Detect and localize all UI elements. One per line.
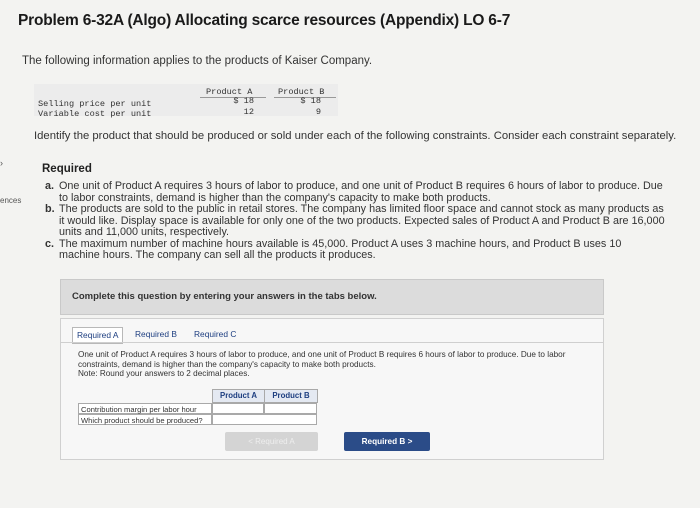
answer-col-product-b: Product B — [264, 389, 318, 403]
page-title: Problem 6-32A (Algo) Allocating scarce resources (Appendix) LO 6-7 — [18, 12, 511, 29]
tab-required-b[interactable]: Required B — [135, 329, 177, 339]
which-product-select[interactable] — [212, 414, 317, 425]
requirement-a — [45, 181, 665, 204]
requirement-a-letter: a. — [45, 180, 55, 192]
product-b-header: Product B — [278, 87, 325, 97]
instruction-banner — [60, 279, 604, 315]
tab-required-a[interactable]: Required A — [72, 327, 123, 344]
requirement-c-text: The maximum number of machine hours available is 45,000. Product A uses 3 machine hours, and Product B uses 10 machine hours. The company can sell all the products it produces. — [59, 237, 622, 261]
requirement-b-letter: b. — [45, 203, 55, 215]
next-required-button[interactable]: Required B > — [344, 432, 430, 451]
left-edge-fragment-2: ences — [0, 196, 22, 205]
tab-required-c[interactable]: Required C — [194, 329, 237, 339]
requirement-b-text: The products are sold to the public in retail stores. The company has limited floor space and cannot stock as many products as it would like. Display space is available for only one of the two products. Expected sales of Product A and Product B are 16,000 units and 11,000 units, respectively. — [59, 203, 665, 238]
requirements-list — [45, 181, 665, 262]
product-a-header: Product A — [206, 87, 253, 97]
product-b-selling-price: $ 18 — [300, 96, 321, 106]
answer-row-label-which-product: Which product should be produced? — [78, 414, 212, 425]
row-label-variable-cost: Variable cost per unit — [38, 109, 152, 119]
intro-text: The following information applies to the products of Kaiser Company. — [22, 55, 373, 67]
rounding-note: Note: Round your answers to 2 decimal places. — [78, 369, 250, 379]
requirement-c-letter: c. — [45, 237, 55, 250]
answer-row-label-cm-per-hour: Contribution margin per labor hour — [78, 403, 212, 414]
identify-instructions: Identify the product that should be produced or sold under each of the following constraints. Consider each constraint separately. — [34, 130, 677, 142]
panel-description — [78, 350, 583, 379]
product-a-variable-cost: 12 — [243, 107, 254, 117]
cm-per-hour-product-a-input[interactable] — [212, 403, 264, 414]
cm-per-hour-product-b-input[interactable] — [264, 403, 317, 414]
tab-divider — [60, 342, 603, 343]
required-heading: Required — [42, 163, 92, 175]
product-data-table — [34, 84, 338, 119]
answer-col-product-a: Product A — [212, 389, 265, 403]
left-edge-fragment-1: › — [0, 158, 3, 168]
instruction-text: Complete this question by entering your answers in the tabs below. — [72, 291, 377, 302]
requirement-c — [45, 239, 665, 262]
requirement-b — [45, 204, 665, 239]
product-a-selling-price: $ 18 — [233, 96, 254, 106]
product-b-variable-cost: 9 — [315, 107, 321, 117]
row-label-selling-price: Selling price per unit — [38, 99, 152, 109]
prev-required-button[interactable]: < Required A — [225, 432, 318, 451]
requirement-a-text: One unit of Product A requires 3 hours of labor to produce, and one unit of Product B requires 6 hours of labor to produce. Due to labor constraints, demand is higher than the company's capacity to make both products. — [59, 180, 663, 204]
panel-description-text: One unit of Product A requires 3 hours of labor to produce, and one unit of Product B requires 6 hours of labor to produce. Due to labor constraints, demand is higher than the company's capacity to make both products. — [78, 350, 566, 369]
